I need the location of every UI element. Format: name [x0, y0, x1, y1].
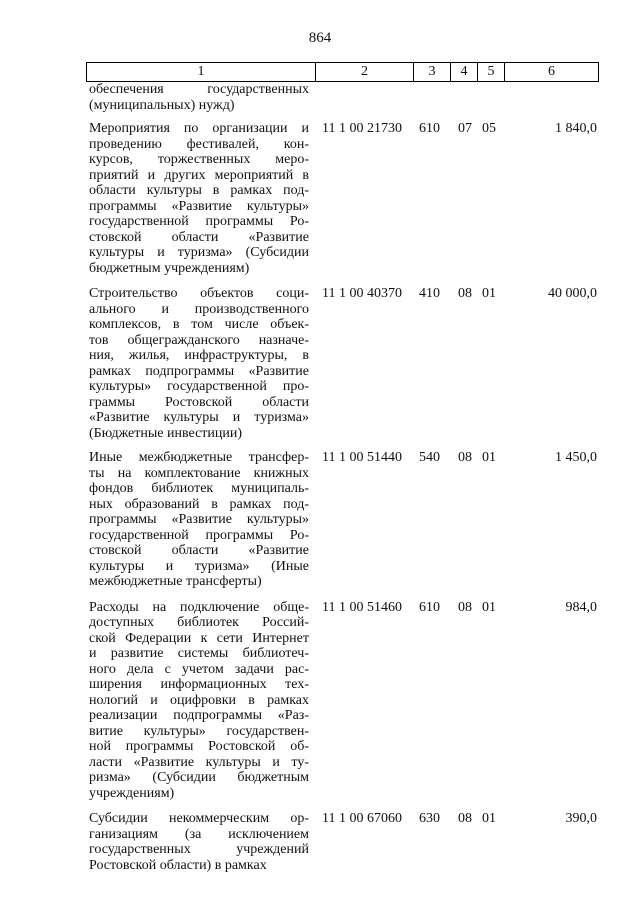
- description-line: ширения информационных тех-: [89, 677, 309, 692]
- description-line: курсов, торжественных меро-: [89, 152, 309, 167]
- description-line: приятий и других мероприятий в: [89, 167, 309, 183]
- table-row: [86, 82, 599, 113]
- table-row: [86, 450, 599, 590]
- description-line: рамках подпрограммы «Развитие: [89, 363, 309, 379]
- row-amount: 390,0: [565, 811, 597, 826]
- table-row: [86, 600, 599, 802]
- description-line: государственной программы Ро-: [89, 214, 309, 229]
- description-line: (муниципальных) нужд): [89, 97, 235, 113]
- description-line: нологий и оцифровки в рамках: [89, 692, 309, 708]
- row-expense-type: 610: [419, 121, 440, 136]
- description-line: ризма» (Субсидии бюджетным: [89, 770, 309, 785]
- description-line: Строительство объектов соци-: [89, 286, 309, 301]
- row-section: 07: [458, 121, 472, 136]
- row-expense-type: 540: [419, 450, 440, 465]
- description-line: ния, жилья, инфраструктуры, в: [89, 348, 309, 363]
- header-col-4: 4: [451, 63, 478, 81]
- row-subsection: 01: [482, 450, 496, 465]
- row-expense-type: 630: [419, 811, 440, 826]
- row-target-code: 11 1 00 51460: [322, 599, 402, 615]
- description-line: и развитие системы библиотеч-: [89, 646, 309, 661]
- description-line: Субсидии некоммерческим ор-: [89, 811, 309, 826]
- description-line: межбюджетные трансферты): [89, 574, 262, 589]
- description-line: учреждениям): [89, 785, 175, 801]
- description-line: ты на комплектование книжных: [89, 465, 309, 481]
- table-header-row: [86, 62, 599, 82]
- description-line: Мероприятия по организации и: [89, 121, 309, 136]
- row-subsection: 05: [482, 121, 496, 136]
- description-line: ального и производственного: [89, 301, 309, 317]
- description-line: ской Федерации к сети Интернет: [89, 630, 309, 646]
- header-col-6: 6: [548, 64, 555, 79]
- description-line: ласти «Развитие культуры и ту-: [89, 754, 309, 770]
- row-description: [89, 600, 309, 802]
- description-line: стовской области «Развитие: [89, 543, 309, 558]
- description-line: культуры и туризма» (Иные: [89, 558, 309, 574]
- row-subsection: 01: [482, 811, 496, 826]
- description-line: витие культуры» государствен-: [89, 723, 309, 739]
- description-line: государственных учреждений: [89, 842, 309, 857]
- header-col-1: 1: [87, 63, 316, 81]
- description-line: Расходы на подключение обще-: [89, 599, 309, 615]
- budget-table: [86, 62, 599, 873]
- row-amount: 984,0: [565, 599, 597, 615]
- row-description: [89, 286, 309, 441]
- row-target-code: 11 1 00 21730: [322, 121, 402, 136]
- row-section: 08: [458, 811, 472, 826]
- description-line: тов общегражданского назначе-: [89, 332, 309, 348]
- description-line: ганизациям (за исключением: [89, 826, 309, 842]
- description-line: доступных библиотек Россий-: [89, 615, 309, 630]
- row-description: [89, 82, 309, 113]
- table-row: [86, 121, 599, 276]
- row-description: [89, 811, 309, 873]
- table-row: [86, 811, 599, 873]
- table-row: [86, 286, 599, 441]
- description-line: ных образований в рамках под-: [89, 496, 309, 512]
- row-section: 08: [458, 286, 472, 301]
- description-line: комплексов, в том числе объек-: [89, 317, 309, 332]
- description-line: государственной программы Ро-: [89, 527, 309, 543]
- row-target-code: 11 1 00 40370: [322, 286, 402, 301]
- header-col-3: 3: [414, 63, 451, 81]
- row-expense-type: 610: [419, 599, 440, 615]
- description-line: культуры и туризма» (Субсидии: [89, 245, 309, 260]
- page-number: 864: [308, 30, 332, 46]
- description-line: стовской области «Развитие: [89, 229, 309, 245]
- description-line: фондов библиотек муниципаль-: [89, 481, 309, 496]
- description-line: обеспечения государственных: [89, 82, 309, 97]
- description-line: проведению фестивалей, кон-: [89, 136, 309, 152]
- description-line: (Бюджетные инвестиции): [89, 425, 243, 441]
- description-line: бюджетным учреждениям): [89, 260, 250, 276]
- description-line: ной программы Ростовской об-: [89, 739, 309, 754]
- description-line: области культуры в рамках под-: [89, 183, 309, 198]
- row-subsection: 01: [482, 599, 496, 615]
- row-amount: 1 840,0: [555, 121, 597, 136]
- row-section: 08: [458, 450, 472, 465]
- description-line: реализации подпрограммы «Раз-: [89, 708, 309, 723]
- description-line: граммы Ростовской области: [89, 394, 309, 410]
- description-line: «Развитие культуры и туризма»: [89, 410, 309, 425]
- row-description: [89, 450, 309, 590]
- row-subsection: 01: [482, 286, 496, 301]
- description-line: программы «Развитие культуры»: [89, 512, 309, 527]
- description-line: программы «Развитие культуры»: [89, 198, 309, 214]
- description-line: Ростовской области) в рамках: [89, 857, 267, 873]
- row-description: [89, 121, 309, 276]
- row-target-code: 11 1 00 67060: [322, 811, 402, 826]
- row-section: 08: [458, 599, 472, 615]
- header-col-5: 5: [478, 63, 505, 81]
- row-expense-type: 410: [419, 286, 440, 301]
- description-line: культуры» государственной про-: [89, 379, 309, 394]
- row-target-code: 11 1 00 51440: [322, 450, 402, 465]
- header-col-2: 2: [316, 63, 414, 81]
- row-amount: 1 450,0: [555, 450, 597, 465]
- description-line: Иные межбюджетные трансфер-: [89, 450, 309, 465]
- row-amount: 40 000,0: [548, 286, 597, 301]
- table-body: [86, 82, 599, 873]
- description-line: ного дела с учетом задачи рас-: [89, 661, 309, 677]
